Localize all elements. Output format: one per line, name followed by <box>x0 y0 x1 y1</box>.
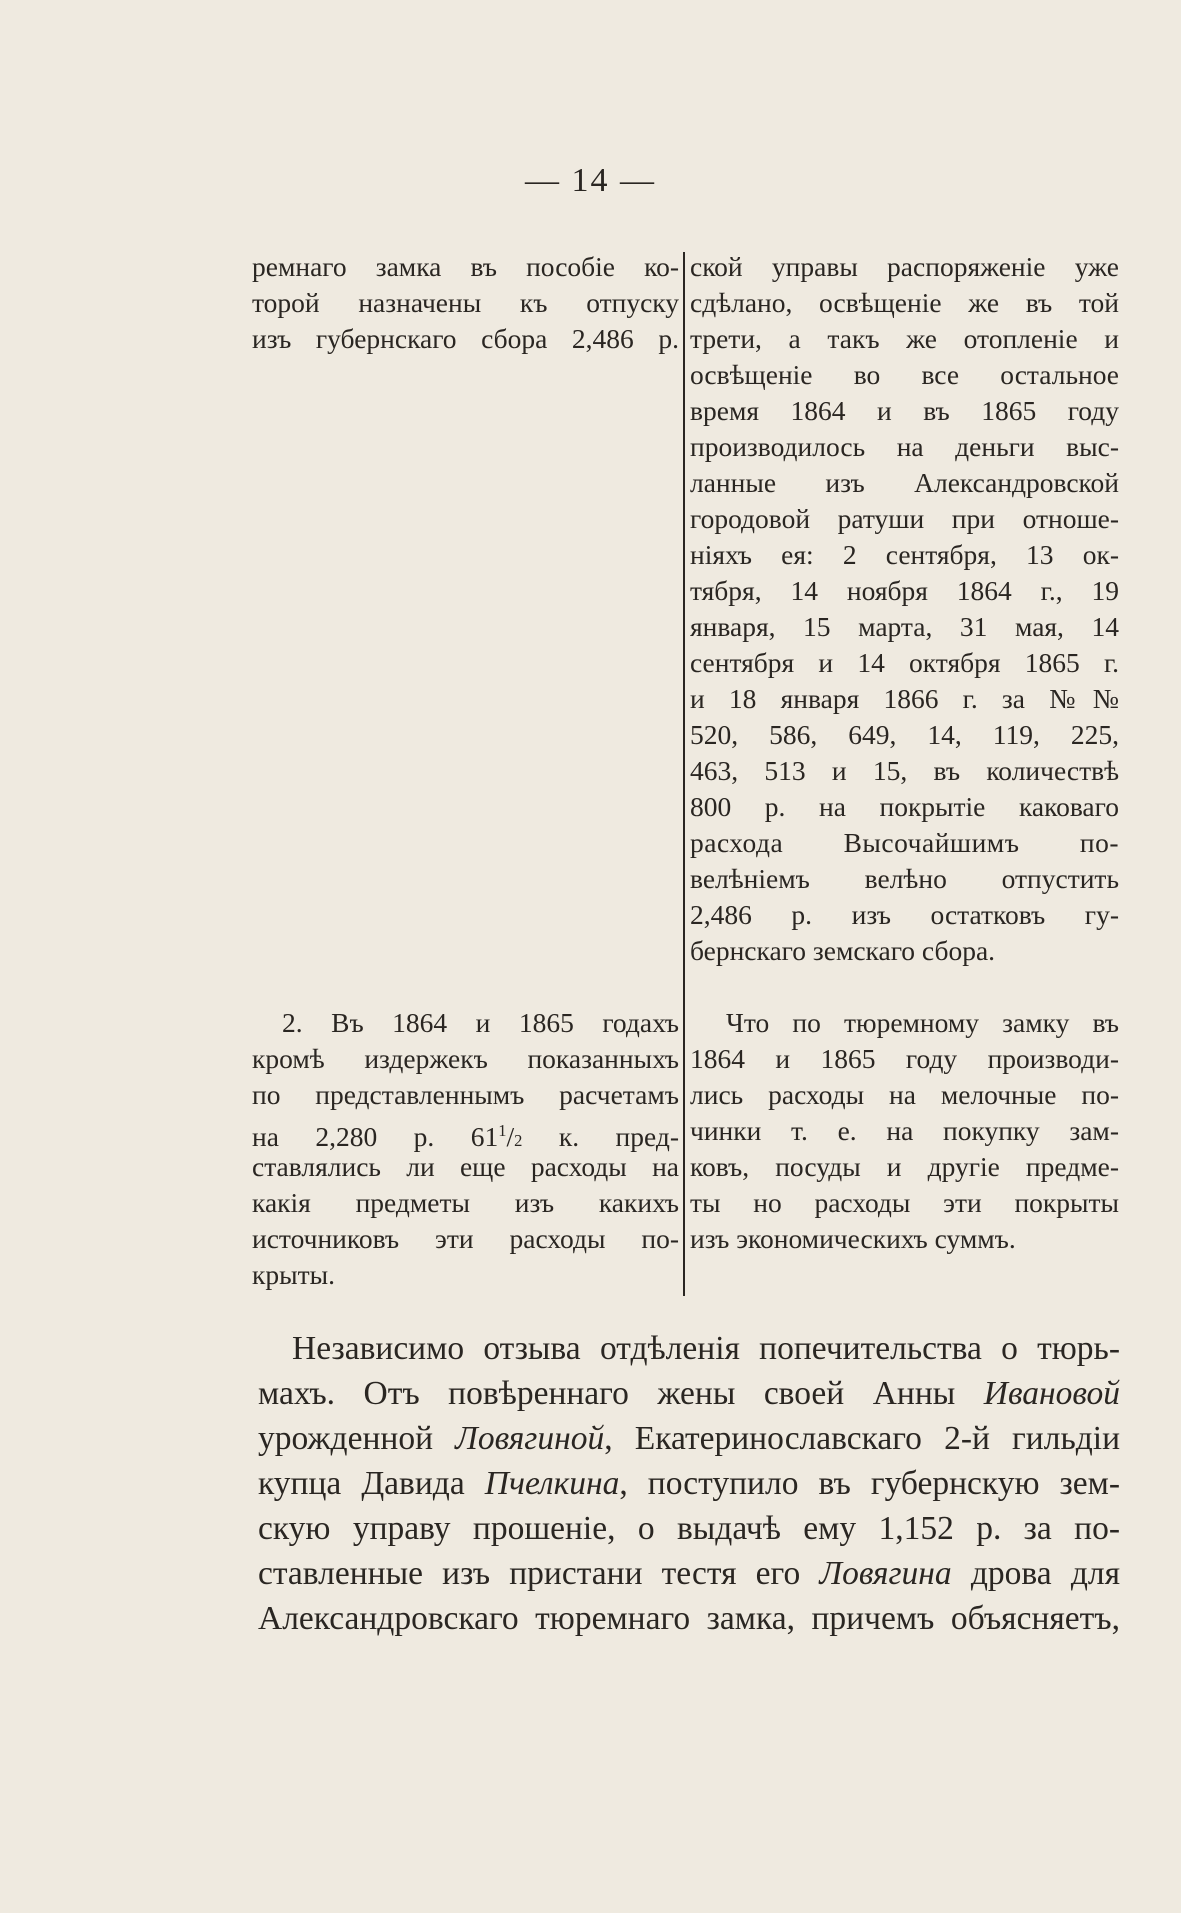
italic-name: Ловягина <box>819 1555 952 1592</box>
text-line: лись расходы на мелочные по- <box>690 1079 1119 1110</box>
text-line <box>258 1371 1120 1416</box>
text-line: источниковъ эти расходы по- <box>252 1223 679 1254</box>
text-line: чинки т. е. на покупку зам- <box>690 1115 1119 1146</box>
text-line: сдѣлано, освѣщеніе же въ той <box>690 287 1119 318</box>
text-line: время 1864 и въ 1865 году <box>690 395 1119 426</box>
text-line: расхода Высочайшимъ по- <box>690 827 1119 858</box>
text-line: изъ губернскаго сбора 2,486 р. <box>252 323 679 354</box>
text-line: производилось на деньги выс- <box>690 431 1119 462</box>
body-paragraph <box>258 1326 1120 1641</box>
text-line: велѣніемъ велѣно отпустить <box>690 863 1119 894</box>
text-line <box>258 1551 1120 1596</box>
right-column-answer <box>690 1005 1119 1257</box>
text-line: ской управы распоряженіе уже <box>690 251 1119 282</box>
text-line: Александровскаго тюремнаго замка, причемъ объясняетъ, <box>258 1600 1120 1637</box>
text-line: торой назначены къ отпуску <box>252 287 679 318</box>
text-fragment: ставленные изъ пристани тестя его <box>258 1555 820 1592</box>
text-line-fraction: на 2,280 р. $61^1/2$ к. пред- <box>252 1121 679 1153</box>
text-line: городовой ратуши при отноше- <box>690 503 1119 534</box>
text-line: 800 р. на покрытіе каковаго <box>690 791 1119 822</box>
text-line: 2. Въ 1864 и 1865 годахъ <box>282 1007 679 1038</box>
text-line: ланные изъ Александровской <box>690 467 1119 498</box>
text-line: Что по тюремному замку въ <box>726 1007 1119 1038</box>
text-line: бернскаго земскаго сбора. <box>690 935 996 966</box>
text-line: Независимо отзыва отдѣленія попечительства о тюрь- <box>292 1330 1120 1367</box>
page-number: — 14 — <box>525 162 656 199</box>
text-line: изъ экономическихъ суммъ. <box>690 1223 1016 1254</box>
text-line: ковъ, посуды и другіе предме- <box>690 1151 1119 1182</box>
left-column-top <box>252 249 679 357</box>
right-column-top <box>690 249 1119 969</box>
italic-name: Пчелкина <box>484 1465 620 1502</box>
text-line: скую управу прошеніе, о выдачѣ ему 1,152 р. за по- <box>258 1510 1120 1547</box>
text-line: ніяхъ ея: 2 сентября, 13 ок- <box>690 539 1119 570</box>
text-line: сентября и 14 октября 1865 г. <box>690 647 1119 678</box>
text-fragment: к. пред- <box>522 1121 679 1153</box>
text-fragment: , поступило въ губернскую зем- <box>619 1465 1121 1502</box>
text-line: какія предметы изъ какихъ <box>252 1187 679 1218</box>
text-fragment: урожденной <box>258 1420 456 1457</box>
left-column-question <box>252 1005 679 1293</box>
text-line: кромѣ издержекъ показанныхъ <box>252 1043 679 1074</box>
text-line: 463, 513 и 15, въ количествѣ <box>690 755 1119 786</box>
text-line: освѣщеніе во все остальное <box>690 359 1119 390</box>
text-line: крыты. <box>252 1259 335 1290</box>
text-line: и 18 января 1866 г. за №№ <box>690 683 1119 714</box>
text-fragment: дрова для <box>951 1555 1120 1592</box>
text-line: ты но расходы эти покрыты <box>690 1187 1119 1218</box>
text-line <box>258 1461 1120 1506</box>
text-line: трети, а такъ же отопленіе и <box>690 323 1119 354</box>
text-line: ставлялись ли еще расходы на <box>252 1151 679 1182</box>
fraction-denominator: 2 <box>514 1131 523 1151</box>
text-line: 1864 и 1865 году производи- <box>690 1043 1119 1074</box>
text-line: января, 15 марта, 31 мая, 14 <box>690 611 1119 642</box>
text-fragment: купца Давида <box>258 1465 485 1502</box>
italic-name: Ловягиной <box>455 1420 605 1457</box>
italic-name: Ивановой <box>983 1375 1120 1412</box>
text-line: тября, 14 ноября 1864 г., 19 <box>690 575 1119 606</box>
fraction-numerator: 1 <box>498 1121 507 1140</box>
text-line <box>258 1416 1120 1461</box>
text-line: ремнаго замка въ пособіе ко- <box>252 251 679 282</box>
text-line: 2,486 р. изъ остатковъ гу- <box>690 899 1119 930</box>
text-fragment: махъ. Отъ повѣреннаго жены своей Анны <box>258 1375 984 1412</box>
column-divider <box>683 252 685 1296</box>
text-fragment: , Екатеринославскаго 2-й гильдіи <box>604 1420 1121 1457</box>
text-line: 520, 586, 649, 14, 119, 225, <box>690 719 1119 750</box>
text-fragment: на 2,280 р. 61 <box>252 1121 499 1153</box>
text-line: по представленнымъ расчетамъ <box>252 1079 679 1110</box>
